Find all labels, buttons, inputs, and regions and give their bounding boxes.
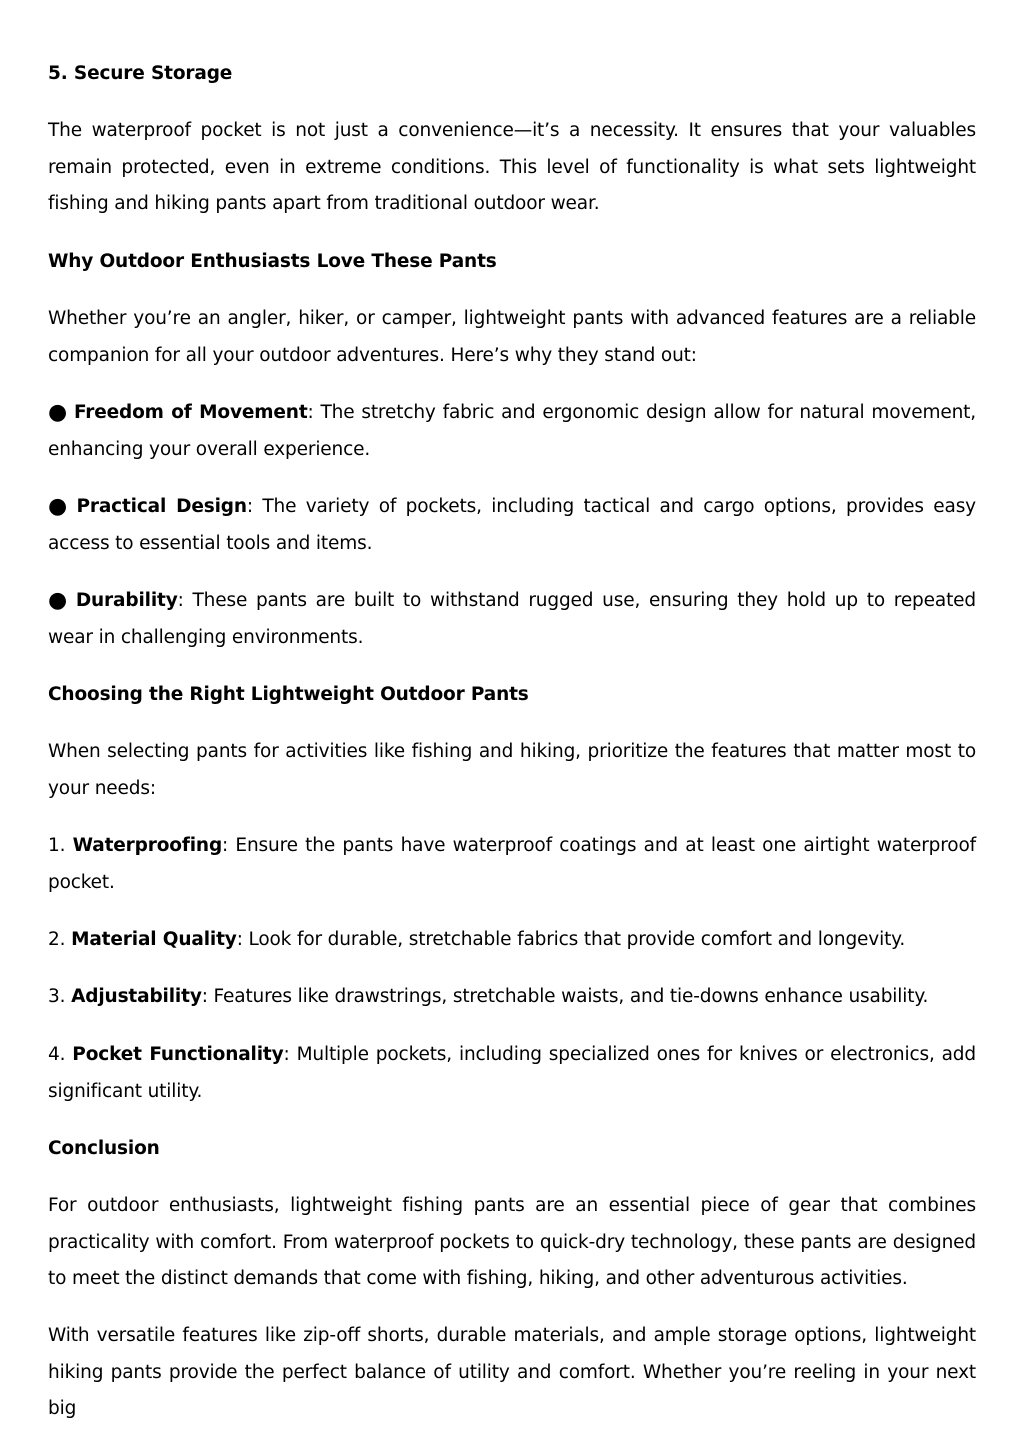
item-text: : Features like drawstrings, stretchable waists, and tie-downs enhance usability. — [201, 986, 929, 1007]
item-number: 1. — [48, 835, 66, 856]
paragraph-conclusion-1: For outdoor enthusiasts, lightweight fishing pants are an essential piece of gear that combines practicality with comfort. From waterproof pockets to quick-dry technology, these pants are designed to meet the distinct demands that come with fishing, hiking, and other adventurous activities. — [48, 1195, 976, 1290]
item-text: : Look for durable, stretchable fabrics that provide comfort and longevity. — [236, 929, 906, 950]
bullet-text: : The variety of pockets, including tactical and cargo options, provides easy access to essential tools and items. — [48, 496, 976, 554]
paragraph-choosing-intro: When selecting pants for activities like fishing and hiking, prioritize the features that matter most to your needs: — [48, 741, 976, 799]
item-title: Waterproofing — [72, 835, 223, 856]
item-title: Material Quality — [71, 929, 237, 950]
bullet-title: Practical Design — [76, 496, 247, 517]
bullet-item-durability — [48, 583, 976, 656]
paragraph-secure-storage: The waterproof pocket is not just a convenience—it’s a necessity. It ensures that your valuables remain protected, even in extreme conditions. This level of functionality is what sets lightweight fishing and hiking pants apart from traditional outdoor wear. — [48, 120, 976, 215]
section-heading-choosing: Choosing the Right Lightweight Outdoor Pants — [48, 684, 529, 705]
bullet-item-freedom — [48, 395, 976, 468]
bullet-icon: ● — [48, 400, 68, 425]
bullet-text: : These pants are built to withstand rugged use, ensuring they hold up to repeated wear in challenging environments. — [48, 590, 976, 648]
bullet-title: Durability — [75, 590, 178, 611]
item-text: : Ensure the pants have waterproof coatings and at least one airtight waterproof pocket. — [48, 835, 977, 893]
item-number: 2. — [48, 929, 66, 950]
numbered-item-pocket-functionality — [48, 1037, 976, 1110]
item-text: : Multiple pockets, including specialized ones for knives or electronics, add significant utility. — [48, 1044, 976, 1102]
numbered-item-adjustability — [48, 979, 976, 1016]
item-title: Adjustability — [71, 986, 202, 1007]
item-title: Pocket Functionality — [72, 1044, 284, 1065]
bullet-text: : The stretchy fabric and ergonomic design allow for natural movement, enhancing your overall experience. — [48, 402, 976, 460]
numbered-item-material-quality — [48, 922, 976, 959]
item-number: 4. — [48, 1044, 66, 1065]
paragraph-conclusion-2: With versatile features like zip-off shorts, durable materials, and ample storage options, lightweight hiking pants provide the perfect balance of utility and comfort. Whether you’re reeling in your next big — [48, 1325, 976, 1420]
bullet-title: Freedom of Movement — [73, 402, 308, 423]
section-heading-conclusion: Conclusion — [48, 1138, 160, 1159]
bullet-icon: ● — [48, 494, 68, 519]
numbered-item-waterproofing — [48, 828, 976, 901]
bullet-icon: ● — [48, 588, 68, 613]
bullet-item-practical-design — [48, 489, 976, 562]
paragraph-why-love-intro: Whether you’re an angler, hiker, or camper, lightweight pants with advanced features are a reliable companion for all your outdoor adventures. Here’s why they stand out: — [48, 308, 976, 366]
section-heading-why-love: Why Outdoor Enthusiasts Love These Pants — [48, 251, 497, 272]
section-heading-secure-storage: 5. Secure Storage — [48, 63, 233, 84]
item-number: 3. — [48, 986, 66, 1007]
